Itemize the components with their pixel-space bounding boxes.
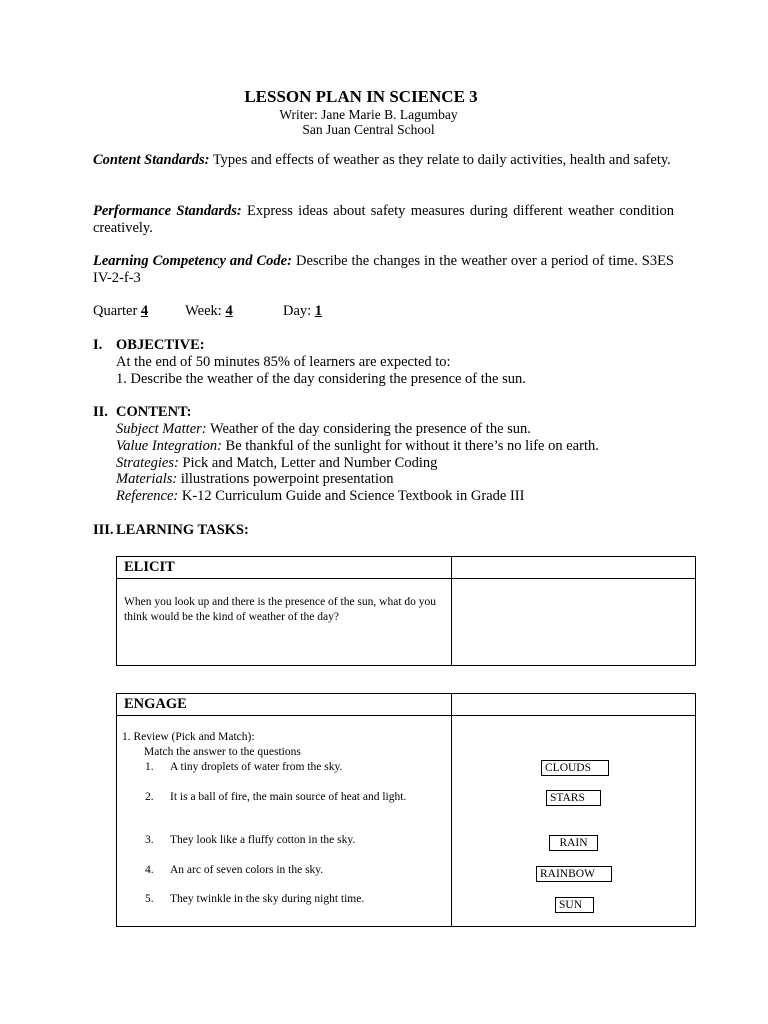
reference [116, 488, 524, 505]
answer-choice-stars[interactable]: STARS [546, 790, 601, 806]
week-label: Week: [185, 303, 226, 319]
quarter-label: Quarter [93, 303, 141, 319]
objective-heading: OBJECTIVE: [116, 337, 205, 353]
list-item-number: 3. [145, 834, 154, 846]
list-item: It is a ball of fire, the main source of heat and light. [170, 791, 407, 803]
list-item-number: 1. [145, 761, 154, 773]
subject-matter-text: Weather of the day considering the presence of the sun. [206, 421, 531, 437]
writer-line: Writer: Jane Marie B. Lagumbay [279, 107, 458, 122]
engage-instruction: Match the answer to the questions [144, 746, 301, 758]
elicit-question-cell [117, 579, 452, 666]
list-item: They twinkle in the sky during night time. [170, 893, 365, 905]
materials-text: illustrations powerpoint presentation [177, 471, 394, 487]
materials [116, 471, 393, 488]
quarter-value: 4 [140, 303, 149, 319]
materials-label: Materials: [116, 471, 178, 487]
strategies [116, 455, 437, 472]
content-standards [93, 152, 674, 169]
list-item: An arc of seven colors in the sky. [170, 864, 324, 876]
strategies-text: Pick and Match, Letter and Number Coding [178, 455, 438, 471]
value-integration [116, 438, 599, 455]
engage-review: 1. Review (Pick and Match): [122, 731, 255, 743]
week-value: 4 [225, 303, 233, 319]
list-item: A tiny droplets of water from the sky. [170, 761, 343, 773]
performance-standards-text: Express ideas about safety measures during different weather condition creatively. [93, 203, 674, 236]
tasks-number: III. [93, 522, 114, 538]
day-value: 1 [314, 303, 323, 319]
schedule-line [93, 303, 322, 320]
objective-item: 1. Describe the weather of the day considering the presence of the sun. [116, 371, 526, 387]
elicit-header: ELICIT [117, 557, 452, 579]
reference-label: Reference: [116, 488, 179, 504]
subject-matter-label: Subject Matter: [116, 421, 207, 437]
value-integration-text: Be thankful of the sunlight for without it there’s no life on earth. [221, 438, 599, 454]
engage-header: ENGAGE [117, 694, 452, 716]
list-item-number: 4. [145, 864, 154, 876]
content-standards-label: Content Standards: [93, 152, 210, 168]
performance-standards [93, 203, 674, 237]
engage-header-empty [451, 694, 695, 716]
strategies-label: Strategies: [116, 455, 179, 471]
value-integration-label: Value Integration: [116, 438, 222, 454]
objective-number: I. [93, 337, 103, 353]
engage-answers-cell [451, 716, 695, 927]
tasks-heading: LEARNING TASKS: [116, 522, 249, 538]
objective-intro: At the end of 50 minutes 85% of learners are expected to: [116, 354, 451, 370]
learning-competency [93, 253, 674, 287]
elicit-question: When you look up and there is the presence of the sun, what do you think would be the kind of weather of the day? [124, 596, 437, 623]
elicit-answer-cell [451, 579, 695, 666]
reference-text: K-12 Curriculum Guide and Science Textbook in Grade III [178, 488, 525, 504]
answer-choice-sun[interactable]: SUN [555, 897, 594, 913]
content-heading: CONTENT: [116, 404, 192, 420]
day-label: Day: [282, 303, 315, 319]
performance-standards-label: Performance Standards: [93, 203, 242, 219]
content-number: II. [93, 404, 108, 420]
list-item-number: 2. [145, 791, 154, 803]
learning-competency-text: Describe the changes in the weather over a period of time. S3ES IV-2-f-3 [93, 253, 674, 286]
answer-choice-clouds[interactable]: CLOUDS [541, 760, 609, 776]
document-title: LESSON PLAN IN SCIENCE 3 [244, 87, 478, 106]
answer-choice-rainbow[interactable]: RAINBOW [536, 866, 612, 882]
list-item-number: 5. [145, 893, 154, 905]
list-item: They look like a fluffy cotton in the sky. [170, 834, 356, 846]
elicit-table [116, 556, 696, 666]
content-standards-text: Types and effects of weather as they relate to daily activities, health and safety. [209, 152, 671, 168]
school-line: San Juan Central School [302, 122, 435, 137]
subject-matter [116, 421, 531, 438]
answer-choice-rain[interactable]: RAIN [549, 835, 598, 851]
learning-competency-label: Learning Competency and Code: [93, 253, 292, 269]
elicit-header-empty [451, 557, 695, 579]
